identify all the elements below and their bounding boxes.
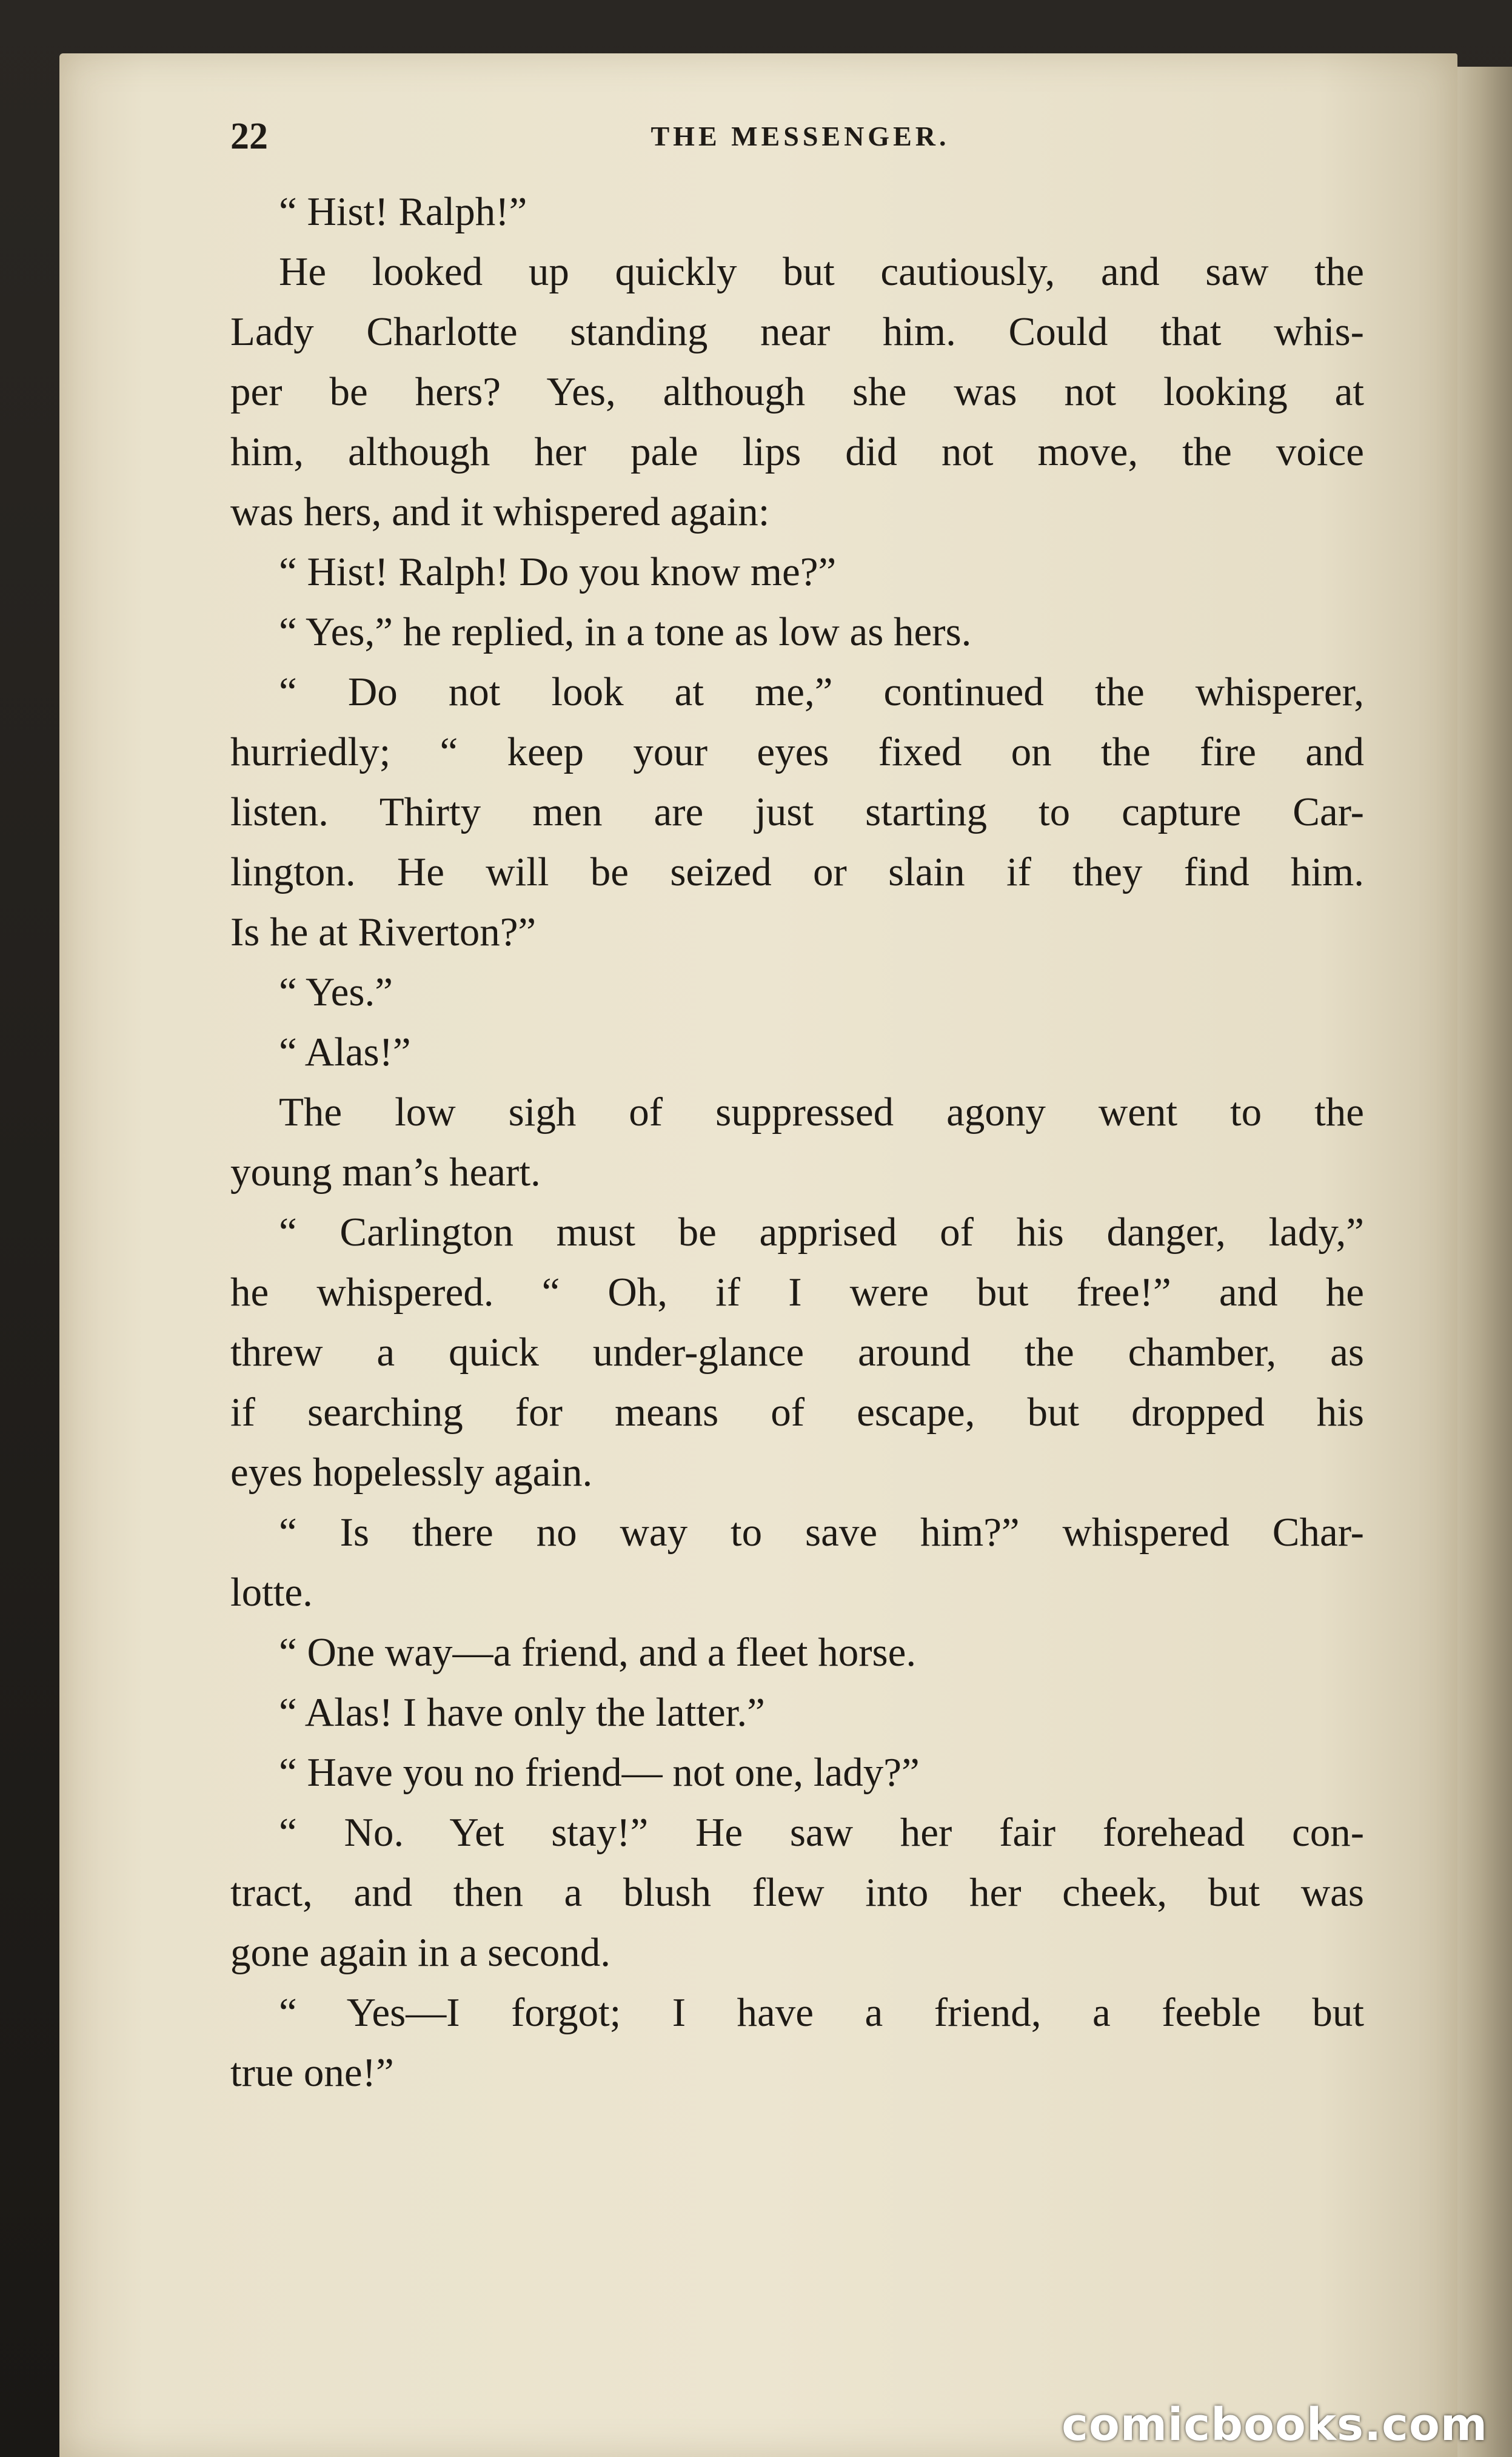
text-line: “ No. Yet stay!” He saw her fair forehead con- [279, 1810, 1364, 1855]
text-line: tract, and then a blush flew into her cheek, but was [230, 1870, 1364, 1915]
text-line: “ Yes,” he replied, in a tone as low as hers. [279, 609, 972, 654]
text-line: The low sigh of suppressed agony went to the [279, 1090, 1364, 1135]
text-line: lotte. [230, 1570, 313, 1615]
text-line: per be hers? Yes, although she was not looking at [230, 369, 1364, 414]
page-number: 22 [230, 116, 268, 157]
text-line: “ Yes.” [279, 970, 393, 1014]
page-header [230, 103, 1370, 170]
text-line: if searching for means of escape, but dropped his [230, 1390, 1364, 1435]
text-line: “ Yes—I forgot; I have a friend, a feeble but [279, 1990, 1364, 2035]
text-line: “ Hist! Ralph!” [279, 189, 527, 234]
text-line: “ Hist! Ralph! Do you know me?” [279, 549, 837, 594]
text-line: threw a quick under-glance around the chamber, as [230, 1330, 1364, 1375]
running-title: THE MESSENGER. [651, 121, 950, 152]
text-line: gone again in a second. [230, 1930, 610, 1975]
text-line: was hers, and it whispered again: [230, 489, 770, 534]
text-line: “ Carlington must be apprised of his danger, lady,” [279, 1210, 1364, 1255]
text-line: “ Have you no friend— not one, lady?” [279, 1750, 920, 1795]
text-line: Lady Charlotte standing near him. Could that whis- [230, 309, 1364, 354]
text-line: lington. He will be seized or slain if they find him. [230, 850, 1364, 894]
text-line: He looked up quickly but cautiously, and saw the [279, 249, 1364, 294]
text-line: “ Is there no way to save him?” whispered Char- [279, 1510, 1364, 1555]
text-line: him, although her pale lips did not move, the voice [230, 429, 1364, 474]
text-line: listen. Thirty men are just starting to capture Car- [230, 789, 1364, 834]
text-line: eyes hopelessly again. [230, 1450, 593, 1495]
next-page-edge [1457, 67, 1512, 2457]
text-line: young man’s heart. [230, 1150, 541, 1195]
text-line: Is he at Riverton?” [230, 910, 537, 954]
text-line: he whispered. “ Oh, if I were but free!” and he [230, 1270, 1364, 1315]
site-watermark: comicbooks.com [1062, 2399, 1488, 2451]
text-line: true one!” [230, 2050, 394, 2095]
text-line: “ Do not look at me,” continued the whisperer, [279, 669, 1364, 714]
text-line: “ Alas! I have only the latter.” [279, 1690, 765, 1735]
body-text [230, 182, 1364, 2103]
text-line: “ One way—a friend, and a fleet horse. [279, 1630, 917, 1675]
text-line: “ Alas!” [279, 1030, 411, 1074]
text-line: hurriedly; “ keep your eyes fixed on the fire and [230, 729, 1364, 774]
